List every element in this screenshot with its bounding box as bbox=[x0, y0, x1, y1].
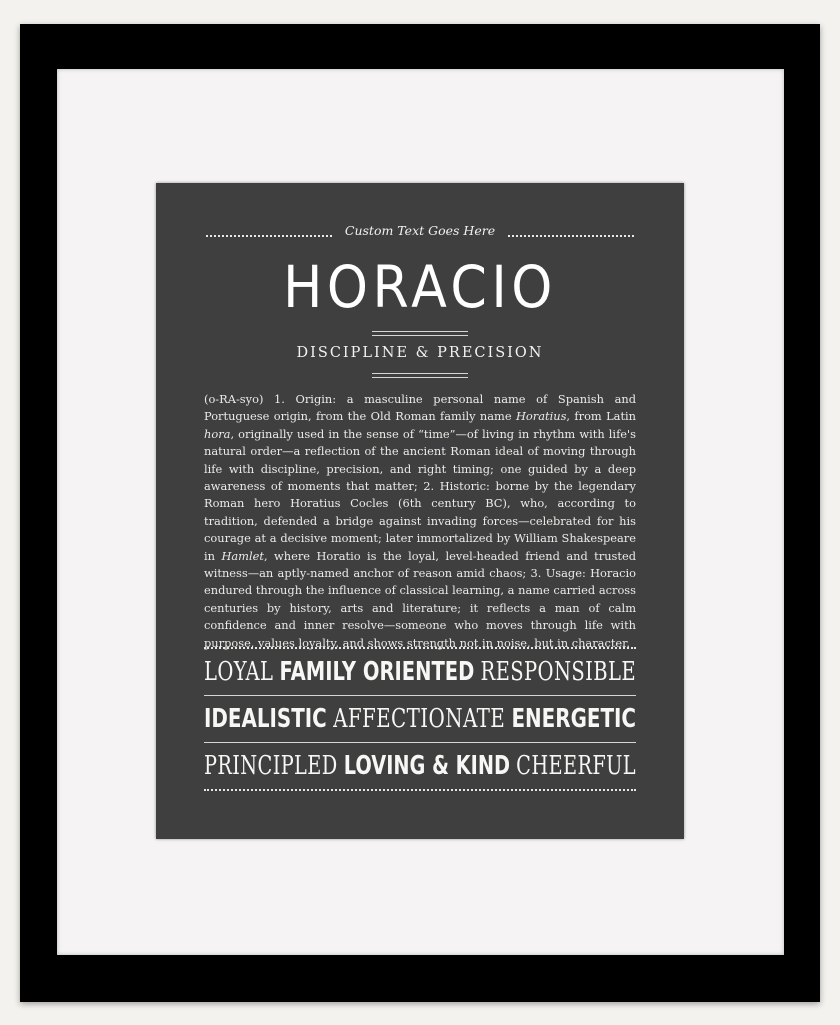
trait-word: FAMILY ORIENTED bbox=[279, 657, 475, 687]
name-subtitle: DISCIPLINE & PRECISION bbox=[296, 345, 544, 361]
rule-below-subtitle-2 bbox=[372, 377, 468, 378]
trait-word: LOVING & KIND bbox=[343, 751, 511, 781]
trait-word: LOYAL bbox=[204, 657, 274, 687]
rule-above-subtitle-1 bbox=[372, 331, 468, 332]
trait-word: ENERGETIC bbox=[511, 704, 636, 734]
rule-below-subtitle-1 bbox=[372, 373, 468, 374]
trait-word: IDEALISTIC bbox=[204, 704, 327, 734]
name-meaning-print bbox=[156, 183, 684, 839]
dotted-divider-traits-top bbox=[204, 647, 636, 649]
traits-row-3 bbox=[204, 751, 636, 781]
definition-text: , from Latin bbox=[566, 409, 637, 424]
trait-word: PRINCIPLED bbox=[204, 751, 338, 781]
traits-divider-2 bbox=[204, 742, 636, 743]
custom-text: Custom Text Goes Here bbox=[344, 223, 496, 238]
trait-word: RESPONSIBLE bbox=[480, 657, 636, 687]
picture-frame bbox=[20, 24, 820, 1002]
traits-row-2 bbox=[204, 704, 636, 734]
definition-italic-term: Hamlet bbox=[221, 548, 264, 563]
name-title: HORACIO bbox=[283, 253, 557, 321]
traits-divider-1 bbox=[204, 695, 636, 696]
mat-board bbox=[57, 69, 784, 955]
definition-text: , originally used in the sense of “time”—of living in rhythm with life's natural order—a reflection of the ancient Roman ideal of moving through life with discipline, precision, and right timing; one guided by a deep awareness of moments that matter; 2. Historic: borne by the legendary Roman hero Horatius Cocles (6th century BC), who, according to tradition, defended a bridge against invading forces—celebrated for his courage at a decisive moment; later immortalized by William Shakespeare in bbox=[204, 426, 636, 563]
dotted-divider-right bbox=[508, 235, 634, 237]
trait-word: CHEERFUL bbox=[516, 751, 636, 781]
trait-word: AFFECTIONATE bbox=[333, 704, 506, 734]
definition-italic-term: hora bbox=[204, 426, 231, 441]
definition-italic-term: Horatius bbox=[515, 409, 567, 424]
definition-text: , where Horatio is the loyal, level-headed friend and trusted witness—an aptly-named anchor of reason amid chaos; 3. Usage: Horacio endured through the influence of classical learning, a name carried across centuries by history, arts and literature; it reflects a man of calm confidence and inner resolve—someone who moves through life with purpose, values loyalty, and shows strength not in noise, but in character. bbox=[204, 548, 636, 650]
definition-text: (o-RA-syo) 1. Origin: a masculine personal name of Spanish and Portuguese origin, from the Old Roman family name bbox=[204, 392, 636, 424]
traits-row-1 bbox=[204, 657, 636, 687]
dotted-divider-traits-bottom bbox=[204, 789, 636, 791]
rule-above-subtitle-2 bbox=[372, 335, 468, 336]
custom-text-row bbox=[206, 223, 634, 245]
name-definition bbox=[204, 391, 636, 652]
